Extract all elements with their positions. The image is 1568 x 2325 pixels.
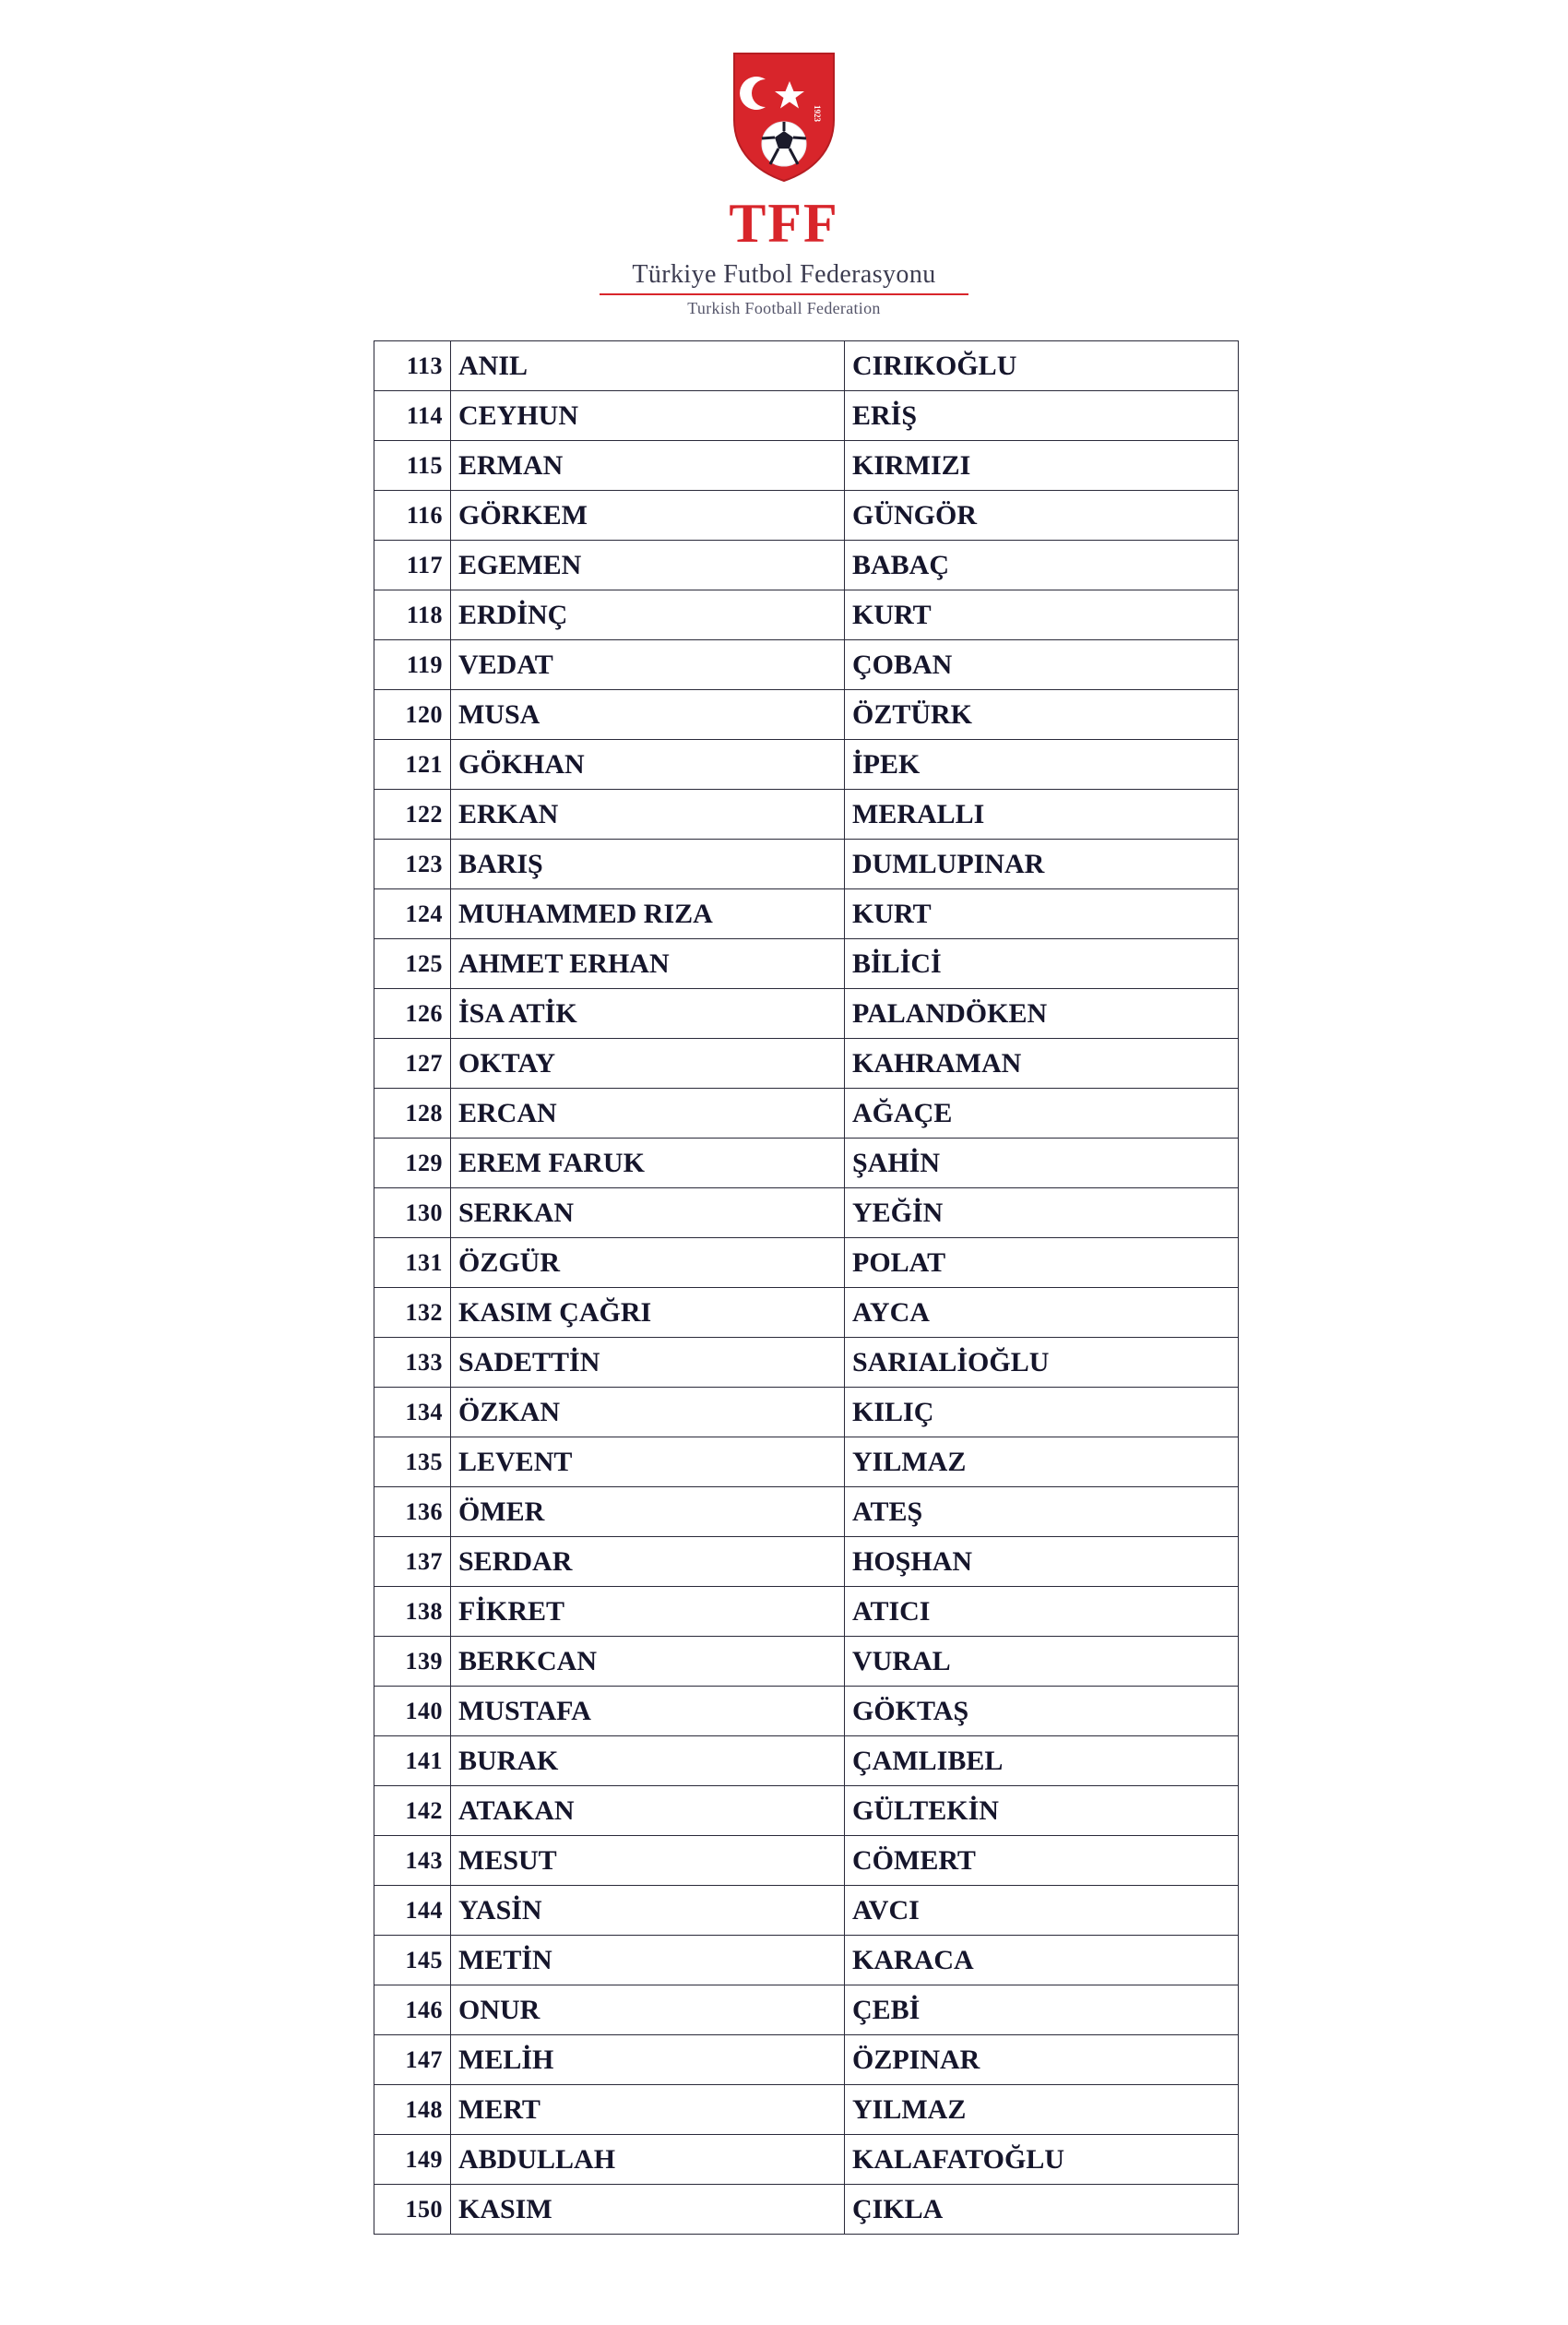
row-number-cell: 138: [374, 1587, 451, 1637]
first-name-cell: GÖRKEM: [451, 491, 845, 541]
row-number-cell: 122: [374, 790, 451, 840]
first-name-cell: SERKAN: [451, 1188, 845, 1238]
last-name-cell: ÇEBİ: [845, 1985, 1239, 2035]
first-name-cell: ANIL: [451, 341, 845, 391]
first-name-cell: BARIŞ: [451, 840, 845, 889]
header-divider: [600, 293, 968, 295]
last-name-cell: ÇOBAN: [845, 640, 1239, 690]
table-row: [374, 1736, 1239, 1786]
first-name-cell: ERCAN: [451, 1089, 845, 1139]
last-name-cell: ATICI: [845, 1587, 1239, 1637]
row-number-cell: 137: [374, 1537, 451, 1587]
row-number-cell: 144: [374, 1886, 451, 1936]
row-number-cell: 123: [374, 840, 451, 889]
table-row: [374, 2085, 1239, 2135]
row-number-cell: 132: [374, 1288, 451, 1338]
row-number-cell: 135: [374, 1437, 451, 1487]
roster-table-container: [374, 340, 1194, 2235]
table-row: [374, 1139, 1239, 1188]
table-row: [374, 790, 1239, 840]
last-name-cell: BABAÇ: [845, 541, 1239, 590]
first-name-cell: ERMAN: [451, 441, 845, 491]
first-name-cell: MUSA: [451, 690, 845, 740]
first-name-cell: OKTAY: [451, 1039, 845, 1089]
last-name-cell: AĞAÇE: [845, 1089, 1239, 1139]
first-name-cell: MUHAMMED RIZA: [451, 889, 845, 939]
last-name-cell: KIRMIZI: [845, 441, 1239, 491]
first-name-cell: KASIM: [451, 2185, 845, 2235]
table-row: [374, 1836, 1239, 1886]
last-name-cell: DUMLUPINAR: [845, 840, 1239, 889]
row-number-cell: 142: [374, 1786, 451, 1836]
last-name-cell: KURT: [845, 889, 1239, 939]
table-row: [374, 1388, 1239, 1437]
last-name-cell: KURT: [845, 590, 1239, 640]
row-number-cell: 118: [374, 590, 451, 640]
first-name-cell: SADETTİN: [451, 1338, 845, 1388]
table-row: [374, 1188, 1239, 1238]
table-row: [374, 840, 1239, 889]
last-name-cell: VURAL: [845, 1637, 1239, 1687]
first-name-cell: ERKAN: [451, 790, 845, 840]
first-name-cell: MUSTAFA: [451, 1687, 845, 1736]
first-name-cell: SERDAR: [451, 1537, 845, 1587]
table-row: [374, 2135, 1239, 2185]
table-row: [374, 1039, 1239, 1089]
table-row: [374, 1288, 1239, 1338]
first-name-cell: MESUT: [451, 1836, 845, 1886]
table-row: [374, 1587, 1239, 1637]
first-name-cell: YASİN: [451, 1886, 845, 1936]
table-row: [374, 1089, 1239, 1139]
federation-name-en: Turkish Football Federation: [687, 299, 881, 317]
table-row: [374, 1537, 1239, 1587]
table-row: [374, 1338, 1239, 1388]
table-row: [374, 1985, 1239, 2035]
row-number-cell: 133: [374, 1338, 451, 1388]
row-number-cell: 139: [374, 1637, 451, 1687]
row-number-cell: 136: [374, 1487, 451, 1537]
last-name-cell: HOŞHAN: [845, 1537, 1239, 1587]
svg-text:1923: 1923: [813, 105, 822, 122]
first-name-cell: METİN: [451, 1936, 845, 1985]
table-row: [374, 541, 1239, 590]
last-name-cell: GÜLTEKİN: [845, 1786, 1239, 1836]
table-row: [374, 690, 1239, 740]
roster-table-body: [374, 341, 1239, 2235]
table-row: [374, 1238, 1239, 1288]
table-row: [374, 590, 1239, 640]
row-number-cell: 125: [374, 939, 451, 989]
table-row: [374, 491, 1239, 541]
last-name-cell: BİLİCİ: [845, 939, 1239, 989]
first-name-cell: VEDAT: [451, 640, 845, 690]
last-name-cell: GÖKTAŞ: [845, 1687, 1239, 1736]
row-number-cell: 127: [374, 1039, 451, 1089]
row-number-cell: 130: [374, 1188, 451, 1238]
table-row: [374, 1786, 1239, 1836]
last-name-cell: AYCA: [845, 1288, 1239, 1338]
row-number-cell: 148: [374, 2085, 451, 2135]
last-name-cell: ÇAMLIBEL: [845, 1736, 1239, 1786]
table-row: [374, 1637, 1239, 1687]
first-name-cell: KASIM ÇAĞRI: [451, 1288, 845, 1338]
table-row: [374, 1487, 1239, 1537]
table-row: [374, 1687, 1239, 1736]
row-number-cell: 113: [374, 341, 451, 391]
first-name-cell: ABDULLAH: [451, 2135, 845, 2185]
last-name-cell: ÇIKLA: [845, 2185, 1239, 2235]
first-name-cell: ÖMER: [451, 1487, 845, 1537]
first-name-cell: EREM FARUK: [451, 1139, 845, 1188]
last-name-cell: POLAT: [845, 1238, 1239, 1288]
row-number-cell: 128: [374, 1089, 451, 1139]
row-number-cell: 140: [374, 1687, 451, 1736]
first-name-cell: EGEMEN: [451, 541, 845, 590]
federation-name-tr: Türkiye Futbol Federasyonu: [632, 260, 936, 289]
last-name-cell: YEĞİN: [845, 1188, 1239, 1238]
row-number-cell: 119: [374, 640, 451, 690]
table-row: [374, 441, 1239, 491]
first-name-cell: ONUR: [451, 1985, 845, 2035]
row-number-cell: 120: [374, 690, 451, 740]
last-name-cell: KARACA: [845, 1936, 1239, 1985]
table-row: [374, 989, 1239, 1039]
row-number-cell: 124: [374, 889, 451, 939]
first-name-cell: ÖZKAN: [451, 1388, 845, 1437]
first-name-cell: LEVENT: [451, 1437, 845, 1487]
last-name-cell: KAHRAMAN: [845, 1039, 1239, 1089]
last-name-cell: ATEŞ: [845, 1487, 1239, 1537]
table-row: [374, 1437, 1239, 1487]
first-name-cell: GÖKHAN: [451, 740, 845, 790]
table-row: [374, 939, 1239, 989]
row-number-cell: 117: [374, 541, 451, 590]
row-number-cell: 131: [374, 1238, 451, 1288]
first-name-cell: BERKCAN: [451, 1637, 845, 1687]
first-name-cell: İSA ATİK: [451, 989, 845, 1039]
last-name-cell: CÖMERT: [845, 1836, 1239, 1886]
table-row: [374, 640, 1239, 690]
first-name-cell: ATAKAN: [451, 1786, 845, 1836]
last-name-cell: ÖZTÜRK: [845, 690, 1239, 740]
last-name-cell: GÜNGÖR: [845, 491, 1239, 541]
first-name-cell: CEYHUN: [451, 391, 845, 441]
row-number-cell: 134: [374, 1388, 451, 1437]
table-row: [374, 1936, 1239, 1985]
last-name-cell: ERİŞ: [845, 391, 1239, 441]
table-row: [374, 2035, 1239, 2085]
table-row: [374, 740, 1239, 790]
last-name-cell: SARIALİOĞLU: [845, 1338, 1239, 1388]
last-name-cell: KALAFATOĞLU: [845, 2135, 1239, 2185]
table-row: [374, 1886, 1239, 1936]
last-name-cell: PALANDÖKEN: [845, 989, 1239, 1039]
first-name-cell: ERDİNÇ: [451, 590, 845, 640]
row-number-cell: 149: [374, 2135, 451, 2185]
last-name-cell: KILIÇ: [845, 1388, 1239, 1437]
row-number-cell: 126: [374, 989, 451, 1039]
first-name-cell: AHMET ERHAN: [451, 939, 845, 989]
first-name-cell: MELİH: [451, 2035, 845, 2085]
last-name-cell: YILMAZ: [845, 1437, 1239, 1487]
row-number-cell: 145: [374, 1936, 451, 1985]
table-row: [374, 341, 1239, 391]
row-number-cell: 116: [374, 491, 451, 541]
first-name-cell: MERT: [451, 2085, 845, 2135]
table-row: [374, 889, 1239, 939]
first-name-cell: ÖZGÜR: [451, 1238, 845, 1288]
first-name-cell: FİKRET: [451, 1587, 845, 1637]
last-name-cell: ÖZPINAR: [845, 2035, 1239, 2085]
row-number-cell: 129: [374, 1139, 451, 1188]
row-number-cell: 141: [374, 1736, 451, 1786]
table-row: [374, 391, 1239, 441]
last-name-cell: YILMAZ: [845, 2085, 1239, 2135]
document-header: [0, 0, 1568, 318]
last-name-cell: ŞAHİN: [845, 1139, 1239, 1188]
row-number-cell: 147: [374, 2035, 451, 2085]
last-name-cell: MERALLI: [845, 790, 1239, 840]
last-name-cell: CIRIKOĞLU: [845, 341, 1239, 391]
tff-wordmark: TFF: [729, 193, 839, 254]
row-number-cell: 143: [374, 1836, 451, 1886]
row-number-cell: 114: [374, 391, 451, 441]
row-number-cell: 150: [374, 2185, 451, 2235]
row-number-cell: 121: [374, 740, 451, 790]
first-name-cell: BURAK: [451, 1736, 845, 1786]
row-number-cell: 115: [374, 441, 451, 491]
tff-crest-icon: [729, 48, 839, 185]
last-name-cell: İPEK: [845, 740, 1239, 790]
last-name-cell: AVCI: [845, 1886, 1239, 1936]
table-row: [374, 2185, 1239, 2235]
roster-table: [374, 340, 1239, 2235]
row-number-cell: 146: [374, 1985, 451, 2035]
